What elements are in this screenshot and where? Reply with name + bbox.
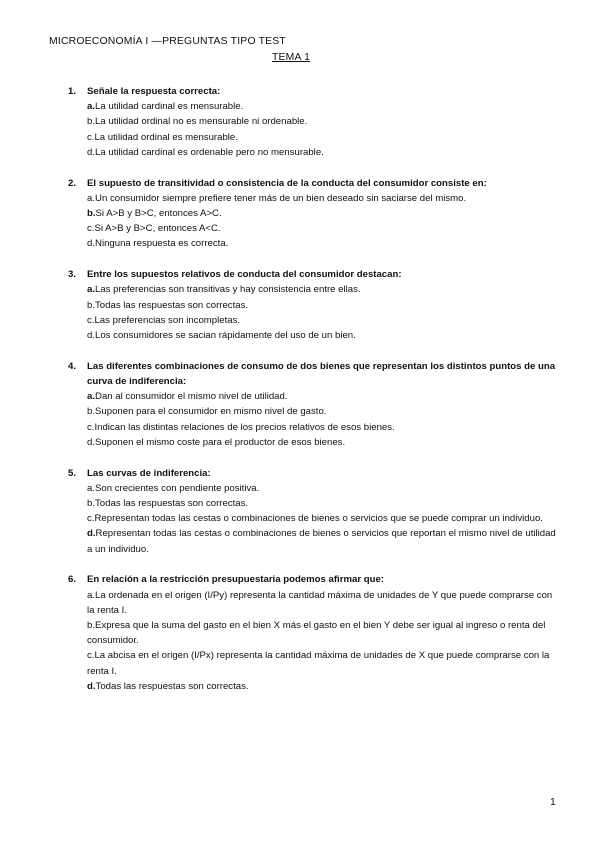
option-letter: b. xyxy=(87,406,96,418)
option-c xyxy=(87,221,560,236)
option-text: Representan todas las cestas o combinaciones de bienes o servicios que reportan el mismo nivel de utilidad a un individuo. xyxy=(87,528,556,555)
page-number: 1 xyxy=(550,797,556,808)
option-letter: d. xyxy=(87,436,96,448)
option-letter: a. xyxy=(87,284,96,296)
option-d xyxy=(87,328,560,343)
option-list xyxy=(68,191,560,252)
option-c xyxy=(87,313,560,328)
question-number: 4. xyxy=(68,360,77,372)
option-text: Los consumidores se sacian rápidamente del uso de un bien. xyxy=(95,330,356,342)
option-b xyxy=(87,404,560,419)
option-text: Ninguna respuesta es correcta. xyxy=(95,238,229,250)
option-text: Las preferencias son transitivas y hay consistencia entre ellas. xyxy=(95,284,361,296)
option-c xyxy=(87,130,560,145)
option-text: La utilidad cardinal es ordenable pero no mensurable. xyxy=(95,146,324,158)
option-list xyxy=(68,389,560,450)
document-subtitle: TEMA 1 xyxy=(272,52,311,63)
question-3 xyxy=(68,267,560,343)
option-letter: d. xyxy=(87,680,96,692)
option-letter: c. xyxy=(87,314,95,326)
option-b xyxy=(87,114,560,129)
option-a xyxy=(87,191,560,206)
option-b xyxy=(87,496,560,511)
option-text: Son crecientes con pendiente positiva. xyxy=(95,482,260,494)
option-letter: d. xyxy=(87,528,96,540)
option-list xyxy=(68,99,560,160)
question-text: Las curvas de indiferencia: xyxy=(87,467,211,479)
option-letter: a. xyxy=(87,192,96,204)
option-text: La utilidad cardinal es mensurable. xyxy=(95,101,244,113)
option-d xyxy=(87,236,560,251)
document-header: MICROECONOMÍA I —PREGUNTAS TIPO TEST xyxy=(49,36,286,47)
option-text: Todas las respuestas son correctas. xyxy=(95,299,249,311)
option-a xyxy=(87,99,560,114)
option-d xyxy=(87,145,560,160)
option-letter: c. xyxy=(87,513,95,525)
option-list xyxy=(68,481,560,557)
option-text: Todas las respuestas son correctas. xyxy=(95,498,249,510)
option-text: Todas las respuestas son correctas. xyxy=(95,680,249,692)
option-list xyxy=(68,282,560,343)
option-c xyxy=(87,420,560,435)
option-letter: c. xyxy=(87,650,95,662)
option-c xyxy=(87,511,560,526)
question-2 xyxy=(68,176,560,252)
option-letter: c. xyxy=(87,131,95,143)
option-text: Indican las distintas relaciones de los precios relativos de esos bienes. xyxy=(94,421,395,433)
option-letter: a. xyxy=(87,589,96,601)
question-list xyxy=(68,84,560,710)
question-text: En relación a la restricción presupuestaria podemos afirmar que: xyxy=(87,574,384,586)
option-letter: a. xyxy=(87,482,96,494)
option-letter: b. xyxy=(87,116,96,128)
option-letter: b. xyxy=(87,299,96,311)
question-text: Señale la respuesta correcta: xyxy=(87,86,221,97)
question-number: 3. xyxy=(68,269,77,281)
option-d xyxy=(87,435,560,450)
option-text: Suponen el mismo coste para el productor de esos bienes. xyxy=(95,436,346,448)
question-number: 6. xyxy=(68,574,77,586)
option-text: La ordenada en el origen (I/Py) representa la cantidad máxima de unidades de Y que puede comprarse con la renta I. xyxy=(87,589,553,616)
option-text: Si A>B y B>C, entonces A<C. xyxy=(94,223,221,235)
option-text: Un consumidor siempre prefiere tener más de un bien deseado sin saciarse del mismo. xyxy=(95,192,467,204)
option-c xyxy=(87,648,560,678)
question-4 xyxy=(68,359,560,450)
option-letter: b. xyxy=(87,620,96,632)
option-list xyxy=(68,588,560,694)
question-text: El supuesto de transitividad o consistencia de la conducta del consumidor consiste en: xyxy=(87,177,487,189)
question-5 xyxy=(68,466,560,557)
option-text: Representan todas las cestas o combinaciones de bienes o servicios que se puede comprar un individuo. xyxy=(94,513,543,525)
question-number: 1. xyxy=(68,86,77,97)
option-letter: c. xyxy=(87,223,95,235)
option-text: Dan al consumidor el mismo nivel de utilidad. xyxy=(95,391,288,403)
option-letter: b. xyxy=(87,208,96,220)
option-letter: d. xyxy=(87,238,96,250)
question-6 xyxy=(68,572,560,694)
question-1 xyxy=(68,84,560,160)
option-d xyxy=(87,526,560,556)
option-a xyxy=(87,588,560,618)
option-letter: d. xyxy=(87,330,96,342)
option-text: Suponen para el consumidor en mismo nivel de gasto. xyxy=(95,406,327,418)
option-a xyxy=(87,389,560,404)
question-text: Entre los supuestos relativos de conducta del consumidor destacan: xyxy=(87,269,402,281)
option-letter: c. xyxy=(87,421,95,433)
option-letter: d. xyxy=(87,146,96,158)
option-a xyxy=(87,282,560,297)
option-text: Si A>B y B>C, entonces A>C. xyxy=(95,208,222,220)
option-d xyxy=(87,679,560,694)
option-b xyxy=(87,206,560,221)
question-number: 2. xyxy=(68,177,77,189)
option-text: Las preferencias son incompletas. xyxy=(94,314,241,326)
question-number: 5. xyxy=(68,467,77,479)
option-letter: a. xyxy=(87,101,96,113)
option-b xyxy=(87,298,560,313)
option-b xyxy=(87,618,560,648)
option-letter: b. xyxy=(87,498,96,510)
option-text: La utilidad ordinal es mensurable. xyxy=(94,131,238,143)
option-a xyxy=(87,481,560,496)
option-text: La utilidad ordinal no es mensurable ni ordenable. xyxy=(95,116,308,128)
question-text: Las diferentes combinaciones de consumo de dos bienes que representan los distintos puntos de una curva de indiferencia: xyxy=(87,360,556,388)
option-text: Expresa que la suma del gasto en el bien X más el gasto en el bien Y debe ser igual al ingreso o renta del consumidor. xyxy=(87,620,546,647)
option-letter: a. xyxy=(87,391,96,403)
option-text: La abcisa en el origen (I/Px) representa la cantidad máxima de unidades de X que puede comprarse con la renta I. xyxy=(87,650,550,677)
